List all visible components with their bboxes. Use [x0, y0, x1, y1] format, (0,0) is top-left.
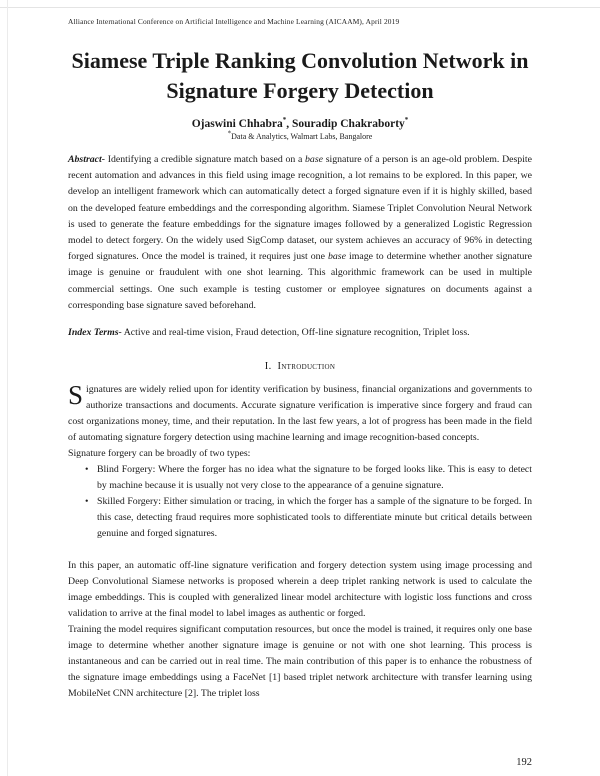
abstract-label: Abstract-: [68, 154, 106, 165]
page-content: [0, 46, 600, 702]
intro-paragraph-text: ignatures are widely relied upon for identity verification by business, financial organizations and governments to authorize transactions and documents. Accurate signature verification is imperative since forgery and fraud can cost organizations money, time, and their reputation. In the last few years, a lot of progress has been made in the field of automating signature forgery detection using machine learning and image recognition-based concepts.: [68, 384, 532, 444]
page-edge-top: [0, 7, 600, 8]
author-name-2: Souradip Chakraborty: [292, 118, 405, 130]
author-affiliation-mark: *: [282, 116, 287, 125]
index-terms-text: Active and real-time vision, Fraud detection, Off-line signature recognition, Triplet loss.: [121, 327, 470, 339]
authors-line: [68, 118, 532, 130]
list-item-blind-forgery: • Blind Forgery: Where the forger has no idea what the signature to be forged looks like. This is easy to detect by machine because it is usually not very close to the appearance of a genuine signature.: [85, 462, 532, 494]
page-number: 192: [516, 757, 532, 768]
section-title: Introduction: [277, 361, 336, 373]
paper-title: [68, 46, 532, 106]
author-name-1: Ojaswini Chhabra: [191, 118, 283, 130]
paper-overview-paragraph: In this paper, an automatic off-line signature verification and forgery detection system using image processing and Deep Convolutional Siamese networks is proposed wherein a deep triplet ranking network is used to calculate the image embeddings. This is coupled with generalized linear model architecture with logistic loss functions and cross validation to arrive at the final model to label images as authentic or forged.: [68, 560, 532, 620]
author-affiliation-mark: *: [404, 116, 409, 125]
index-terms-paragraph: [68, 325, 532, 341]
forgery-types-lead: Signature forgery can be broadly of two types:: [68, 448, 251, 460]
training-paragraph: Training the model requires significant computation resources, but once the model is trained, it requires only one base image to determine whether another signature image is genuine or not with one shot learning. This process is instantaneous and can be carried out in real time. The main contribution of this paper is to enhance the robustness of the signature image embeddings using a FaceNet [1] based triplet network architecture with transfer learning using MobileNet CNN architecture [2]. The triplet loss: [68, 624, 532, 700]
affiliation-mark: *: [227, 129, 232, 138]
abstract-text: Identifying a credible signature match based on a base signature of a person is an age-old problem. Despite recent automation and advances in this field using image recognition, a lot remains to be explored. In this paper, we develop an intelligent framework which can automatically detect a forged signature even if it is highly skilled, based on the developed feature embeddings and the corresponding algorithm. Siamese Triplet Convolution Neural Network is used to generate the feature embeddings for the signature images followed by a generalized Logistic Regression model to detect forgery. On the widely used SigComp dataset, our system achieves an accuracy of 96% in detecting forged signatures. Once the model is trained, it requires just one base image to determine whether another signature image is genuine or fraudulent with one shot learning. This algorithmic framework can be used in multiple commercial settings. One such example is testing customer or employee signatures on documents against a corresponding base signature saved beforehand.: [68, 154, 532, 311]
author-separator: ,: [286, 118, 292, 130]
section-heading-introduction: [68, 361, 532, 372]
running-header: Alliance International Conference on Artificial Intelligence and Machine Learning (AICAAM), April 2019: [68, 17, 400, 26]
paper-title-line-2: Signature Forgery Detection: [166, 78, 434, 103]
index-terms-label: Index Terms-: [68, 327, 122, 339]
page-edge-left: [7, 0, 8, 776]
affiliation-line: [68, 129, 532, 141]
forgery-types-list: [85, 462, 532, 542]
drop-cap: S: [68, 380, 84, 411]
intro-paragraph: [68, 382, 532, 446]
paper-title-line-1: Siamese Triple Ranking Convolution Network in: [71, 48, 529, 73]
abstract-paragraph: [68, 152, 532, 314]
section-number: I.: [264, 361, 272, 373]
list-item-skilled-forgery: • Skilled Forgery: Either simulation or tracing, in which the forger has a sample of the signature to be forged. In this case, detecting fraud requires more sophisticated tools to differentiate minute but critical details between genuine and forged signatures.: [85, 494, 532, 542]
affiliation-text: Data & Analytics, Walmart Labs, Bangalore: [231, 132, 373, 141]
